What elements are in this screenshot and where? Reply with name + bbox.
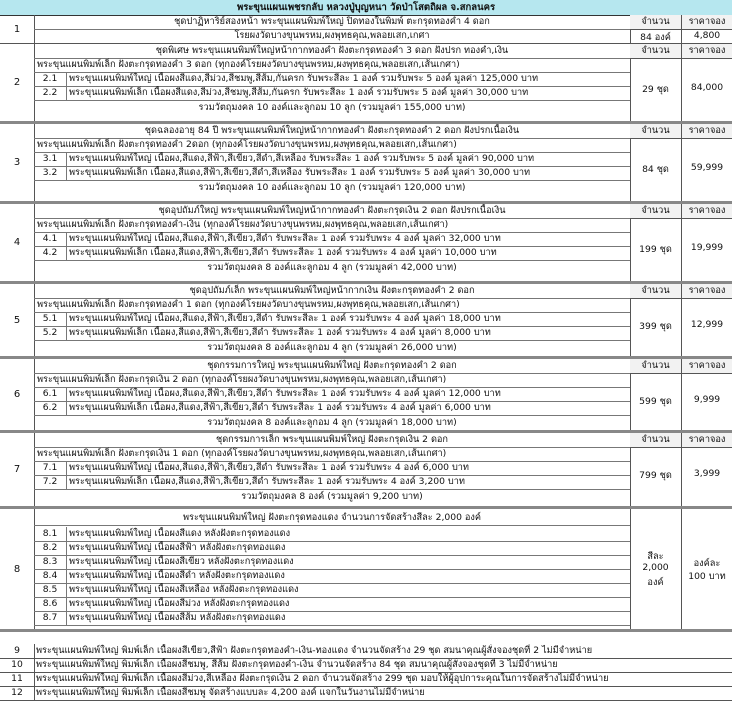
sub-item: 8.7 พระขุนแผนพิมพ์ใหญ่ เนื้อผงสีส้ม หลังฝังตะกรุดทองแดง (34, 611, 630, 626)
qty-value: 599 ชุด (639, 396, 672, 407)
qty-header: จำนวน (630, 284, 681, 299)
footer-row: 10 พระขุนแผนพิมพ์ใหญ่ พิมพ์เล็ก เนื้อผงสีชมพู, สีส้ม ฝังตะกรุดทองคำ-เงิน จำนวนจัดสร้าง 84 ชุด สมนาคุณผู้สั่งจองชุดที่ 3 ไม่มีจำหน่าย (0, 658, 732, 673)
section-number: 6 (0, 359, 35, 430)
section-number: 7 (0, 433, 35, 506)
section-summary: รวมวัตถุมงคล 8 องค์และลูกอม 4 ลูก (รวมมูลค่า 18,000 บาท) (207, 417, 457, 428)
qty-header: จำนวน (630, 44, 681, 59)
section-number: 1 (0, 15, 35, 43)
qty-value: 399 ชุด (639, 321, 672, 332)
price-header: ราคาจอง (682, 284, 732, 299)
section-number: 5 (0, 284, 35, 356)
sub-item: 6.2 พระขุนแผนพิมพ์เล็ก เนื้อผง,สีแดง,สีฟ้า,สีเขียว,สีดำ รับพระสีละ 1 องค์ รวมรับพระ 4 องค์ มูลค่า 6,000 บาท (34, 401, 630, 416)
qty-header: จำนวน (630, 15, 681, 30)
qty-value: 84 ชุด (642, 164, 669, 175)
section-line: พระขุนแผนพิมพ์เล็ก ฝังตะกรุดทองคำ 2ดอก (ทุกองค์โรยผงวัดบางขุนพรหม,ผงพุทธคุณ,พลอยเสก,เส้นเกศา) (34, 138, 630, 153)
sub-item: 2.1 พระขุนแผนพิมพ์ใหญ่ เนื้อผงสีแดง,สีม่วง,สีชมพู,สีส้ม,กันครก รับพระสีละ 1 องค์ รวมรับพระ 5 องค์ มูลค่า 125,000 บาท (34, 72, 630, 87)
sub-item: 4.2 พระขุนแผนพิมพ์เล็ก เนื้อผง,สีแดง,สีฟ้า,สีเขียว,สีดำ รับพระสีละ 1 องค์ รวมรับพระ 4 องค์ มูลค่า 10,000 บาท (34, 246, 630, 261)
sub-item: 8.2 พระขุนแผนพิมพ์ใหญ่ เนื้อผงสีฟ้า หลังฝังตะกรุดทองแดง (34, 541, 630, 556)
qty-header: จำนวน (630, 124, 681, 139)
price-header: ราคาจอง (682, 124, 732, 139)
section-5 (0, 284, 732, 359)
section-6 (0, 359, 732, 433)
qty-value: 84 องค์ (640, 32, 671, 43)
section-line: พระขุนแผนพิมพ์เล็ก ฝังตะกรุดทองคำ 3 ดอก (ทุกองค์โรยผงวัดบางขุนพรหม,ผงพุทธคุณ,พลอยเสก,เส้นเกศา) (34, 58, 630, 73)
section-line: พระขุนแผนพิมพ์ใหญ่ ฝังตะกรุดทองแดง จำนวนการจัดสร้างสีละ 2,000 องค์ (34, 511, 630, 526)
sub-item: 5.2 พระขุนแผนพิมพ์เล็ก เนื้อผง,สีแดง,สีฟ้า,สีเขียว,สีดำ รับพระสีละ 1 องค์ รวมรับพระ 4 องค์ มูลค่า 8,000 บาท (34, 326, 630, 341)
section-line: พระขุนแผนพิมพ์เล็ก ฝังตะกรุดเงิน 2 ดอก (ทุกองค์โรยผงวัดบางขุนพรหม,ผงพุทธคุณ,พลอยเสก,เส้นเกศา) (34, 373, 630, 388)
qty-value: องค์ (647, 577, 664, 588)
section-line: พระขุนแผนพิมพ์เล็ก ฝังตะกรุดทองคำ-เงิน (ทุกองค์โรยผงวัดบางขุนพรหม,ผงพุทธคุณ,พลอยเสก,เส้นเกศา) (34, 218, 630, 233)
sub-item: 4.1 พระขุนแผนพิมพ์ใหญ่ เนื้อผง,สีแดง,สีฟ้า,สีเขียว,สีดำ รับพระสีละ 1 องค์ รวมรับพระ 4 องค์ มูลค่า 32,000 บาท (34, 232, 630, 247)
price-value: 3,999 (693, 468, 721, 479)
qty-value: 2,000 (642, 562, 669, 573)
section-4 (0, 204, 732, 284)
qty-header: จำนวน (630, 433, 681, 448)
sub-item: 7.2 พระขุนแผนพิมพ์เล็ก เนื้อผง,สีแดง,สีฟ้า,สีเขียว,สีดำ รับพระสีละ 1 องค์ รวมรับพระ 4 องค์ 3,200 บาท (34, 475, 630, 490)
price-value: 100 บาท (688, 571, 726, 582)
qty-value: 799 ชุด (639, 470, 672, 481)
sub-item: 3.2 พระขุนแผนพิมพ์เล็ก เนื้อผง,สีแดง,สีฟ้า,สีเขียว,สีดำ,สีเหลือง รับพระสีละ 1 องค์ รวมรับพระ 5 องค์ มูลค่า 30,000 บาท (34, 166, 630, 181)
sub-item: 5.1 พระขุนแผนพิมพ์ใหญ่ เนื้อผง,สีแดง,สีฟ้า,สีเขียว,สีดำ รับพระสีละ 1 องค์ รวมรับพระ 4 องค์ มูลค่า 18,000 บาท (34, 312, 630, 327)
section-line: พระขุนแผนพิมพ์เล็ก ฝังตะกรุดเงิน 1 ดอก (ทุกองค์โรยผงวัดบางขุนพรหม,ผงพุทธคุณ,พลอยเสก,เส้นเกศา) (34, 447, 630, 462)
section-line: ชุดปาฏิหาริย์สองหน้า พระขุนแผนพิมพ์ใหญ่ ปิดทองในพิมพ์ ตะกรุดทองคำ 4 ดอก (34, 15, 630, 30)
sub-item: 8.5 พระขุนแผนพิมพ์ใหญ่ เนื้อผงสีเหลือง หลังฝังตะกรุดทองแดง (34, 583, 630, 598)
price-header: ราคาจอง (682, 359, 732, 374)
qty-value: 29 ชุด (642, 84, 669, 95)
section-2 (0, 44, 732, 124)
page-title: พระขุนแผนเพชรกลับ หลวงปู่บุญหนา วัดป่าโสตถิผล จ.สกลนคร (0, 0, 732, 16)
sub-item: 7.1 พระขุนแผนพิมพ์ใหญ่ เนื้อผง,สีแดง,สีฟ้า,สีเขียว,สีดำ รับพระสีละ 1 องค์ รวมรับพระ 4 องค์ 6,000 บาท (34, 461, 630, 476)
section-line: โรยผงวัดบางขุนพรหม,ผงพุทธคุณ,พลอยเสก,เกศา (234, 30, 430, 41)
section-number: 3 (0, 124, 35, 201)
footer-row: 11 พระขุนแผนพิมพ์ใหญ่ พิมพ์เล็ก เนื้อผงสีม่วง,สีเหลือง ฝังตะกรุดเงิน 2 ดอก จำนวนจัดสร้าง 299 ชุด มอบให้ผู้อุปการะคุณในการจัดสร้างไม่มีจำหน่าย (0, 672, 732, 687)
price-header: ราคาจอง (682, 44, 732, 59)
sub-item: 8.1 พระขุนแผนพิมพ์ใหญ่ เนื้อผงสีแดง หลังฝังตะกรุดทองแดง (34, 527, 630, 542)
section-line: ชุดอุปถัมภ์ใหญ่ พระขุนแผนพิมพ์ใหญ่หน้ากากทองคำ ฝังตะกรุดเงิน 2 ดอก ฝังปรกเนื้อเงิน (34, 204, 630, 219)
section-8 (0, 509, 732, 632)
price-header: ราคาจอง (682, 204, 732, 219)
price-value: 19,999 (690, 242, 724, 253)
price-value: 12,999 (690, 319, 724, 330)
qty-value: 199 ชุด (639, 244, 672, 255)
section-line: ชุดกรรมการเล็ก พระขุนแผนพิมพ์ใหญ่ ฝังตะกรุดเงิน 2 ดอก (34, 433, 630, 448)
sub-item: 8.6 พระขุนแผนพิมพ์ใหญ่ เนื้อผงสีม่วง หลังฝังตะกรุดทองแดง (34, 597, 630, 612)
section-summary: รวมวัตถุมงคล 10 องค์และลูกอม 10 ลูก (รวมมูลค่า 120,000 บาท) (198, 182, 466, 193)
section-line: พระขุนแผนพิมพ์เล็ก ฝังตะกรุดทองคำ 1 ดอก (ทุกองค์โรยผงวัดบางขุนพรหม,ผงพุทธคุณ,พลอยเสก,เส้นเกศา) (34, 298, 630, 313)
sub-item: 2.2 พระขุนแผนพิมพ์เล็ก เนื้อผงสีแดง,สีม่วง,สีชมพู,สีส้ม,กันครก รับพระสีละ 1 องค์ รวมรับพระ 5 องค์ มูลค่า 30,000 บาท (34, 86, 630, 101)
qty-value: สีละ (647, 551, 664, 562)
section-line: ชุดฉลองอายุ 84 ปี พระขุนแผนพิมพ์ใหญ่หน้ากากทองคำ ฝังตะกรุดทองคำ 2 ดอก ฝังปรกเนื้อเงิน (34, 124, 630, 139)
sub-item: 8.3 พระขุนแผนพิมพ์ใหญ่ เนื้อผงสีเขียว หลังฝังตะกรุดทองแดง (34, 555, 630, 570)
section-number: 2 (0, 44, 35, 121)
section-number: 4 (0, 204, 35, 281)
section-summary: รวมวัตถุมงคล 10 องค์และลูกอม 10 ลูก (รวมมูลค่า 155,000 บาท) (198, 102, 466, 113)
sub-item: 3.1 พระขุนแผนพิมพ์ใหญ่ เนื้อผง,สีแดง,สีฟ้า,สีเขียว,สีดำ,สีเหลือง รับพระสีละ 1 องค์ รวมรับพระ 5 องค์ มูลค่า 90,000 บาท (34, 152, 630, 167)
price-value: 84,000 (690, 82, 724, 93)
section-line: ชุดอุปถัมภ์เล็ก พระขุนแผนพิมพ์ใหญ่หน้ากากเงิน ฝังตะกรุดทองคำ 2 ดอก (34, 284, 630, 299)
price-value: องค์ละ (693, 558, 721, 569)
section-line: ชุดกรรมการใหญ่ พระขุนแผนพิมพ์ใหญ่ ฝังตะกรุดทองคำ 2 ดอก (34, 359, 630, 374)
section-3 (0, 124, 732, 204)
price-value: 59,999 (690, 162, 724, 173)
qty-header: จำนวน (630, 359, 681, 374)
price-value: 4,800 (693, 30, 721, 41)
footer-row: 9 พระขุนแผนพิมพ์ใหญ่ พิมพ์เล็ก เนื้อผงสีเขียว,สีฟ้า ฝังตะกรุดทองคำ-เงิน-ทองแดง จำนวนจัดสร้าง 29 ชุด สมนาคุณผู้สั่งจองชุดที่ 2 ไม่มีจำหน่าย (0, 644, 732, 659)
section-1 (0, 15, 732, 44)
sub-item: 8.4 พระขุนแผนพิมพ์ใหญ่ เนื้อผงสีดำ หลังฝังตะกรุดทองแดง (34, 569, 630, 584)
section-summary: รวมวัตถุมงคล 8 องค์ (รวมมูลค่า 9,200 บาท) (241, 491, 423, 502)
section-number: 8 (0, 509, 35, 629)
section-7 (0, 433, 732, 509)
qty-header: จำนวน (630, 204, 681, 219)
section-line: ชุดพิเศษ พระขุนแผนพิมพ์ใหญ่หน้ากากทองคำ ฝังตะกรุดทองคำ 3 ดอก ฝังปรก ทองคำ,เงิน (34, 44, 630, 59)
price-value: 9,999 (693, 394, 721, 405)
section-summary: รวมวัตถุมงคล 8 องค์และลูกอม 4 ลูก (รวมมูลค่า 42,000 บาท) (207, 262, 457, 273)
price-header: ราคาจอง (682, 15, 732, 30)
section-summary: รวมวัตถุมงคล 8 องค์และลูกอม 4 ลูก (รวมมูลค่า 26,000 บาท) (207, 342, 457, 353)
footer-row: 12 พระขุนแผนพิมพ์ใหญ่ พิมพ์เล็ก เนื้อผงสีชมพู จัดสร้างแบบละ 4,200 องค์ แจกในวันงานไม่มีจำหน่าย (0, 686, 732, 701)
sub-item: 6.1 พระขุนแผนพิมพ์ใหญ่ เนื้อผง,สีแดง,สีฟ้า,สีเขียว,สีดำ รับพระสีละ 1 องค์ รวมรับพระ 4 องค์ มูลค่า 12,000 บาท (34, 387, 630, 402)
price-header: ราคาจอง (682, 433, 732, 448)
